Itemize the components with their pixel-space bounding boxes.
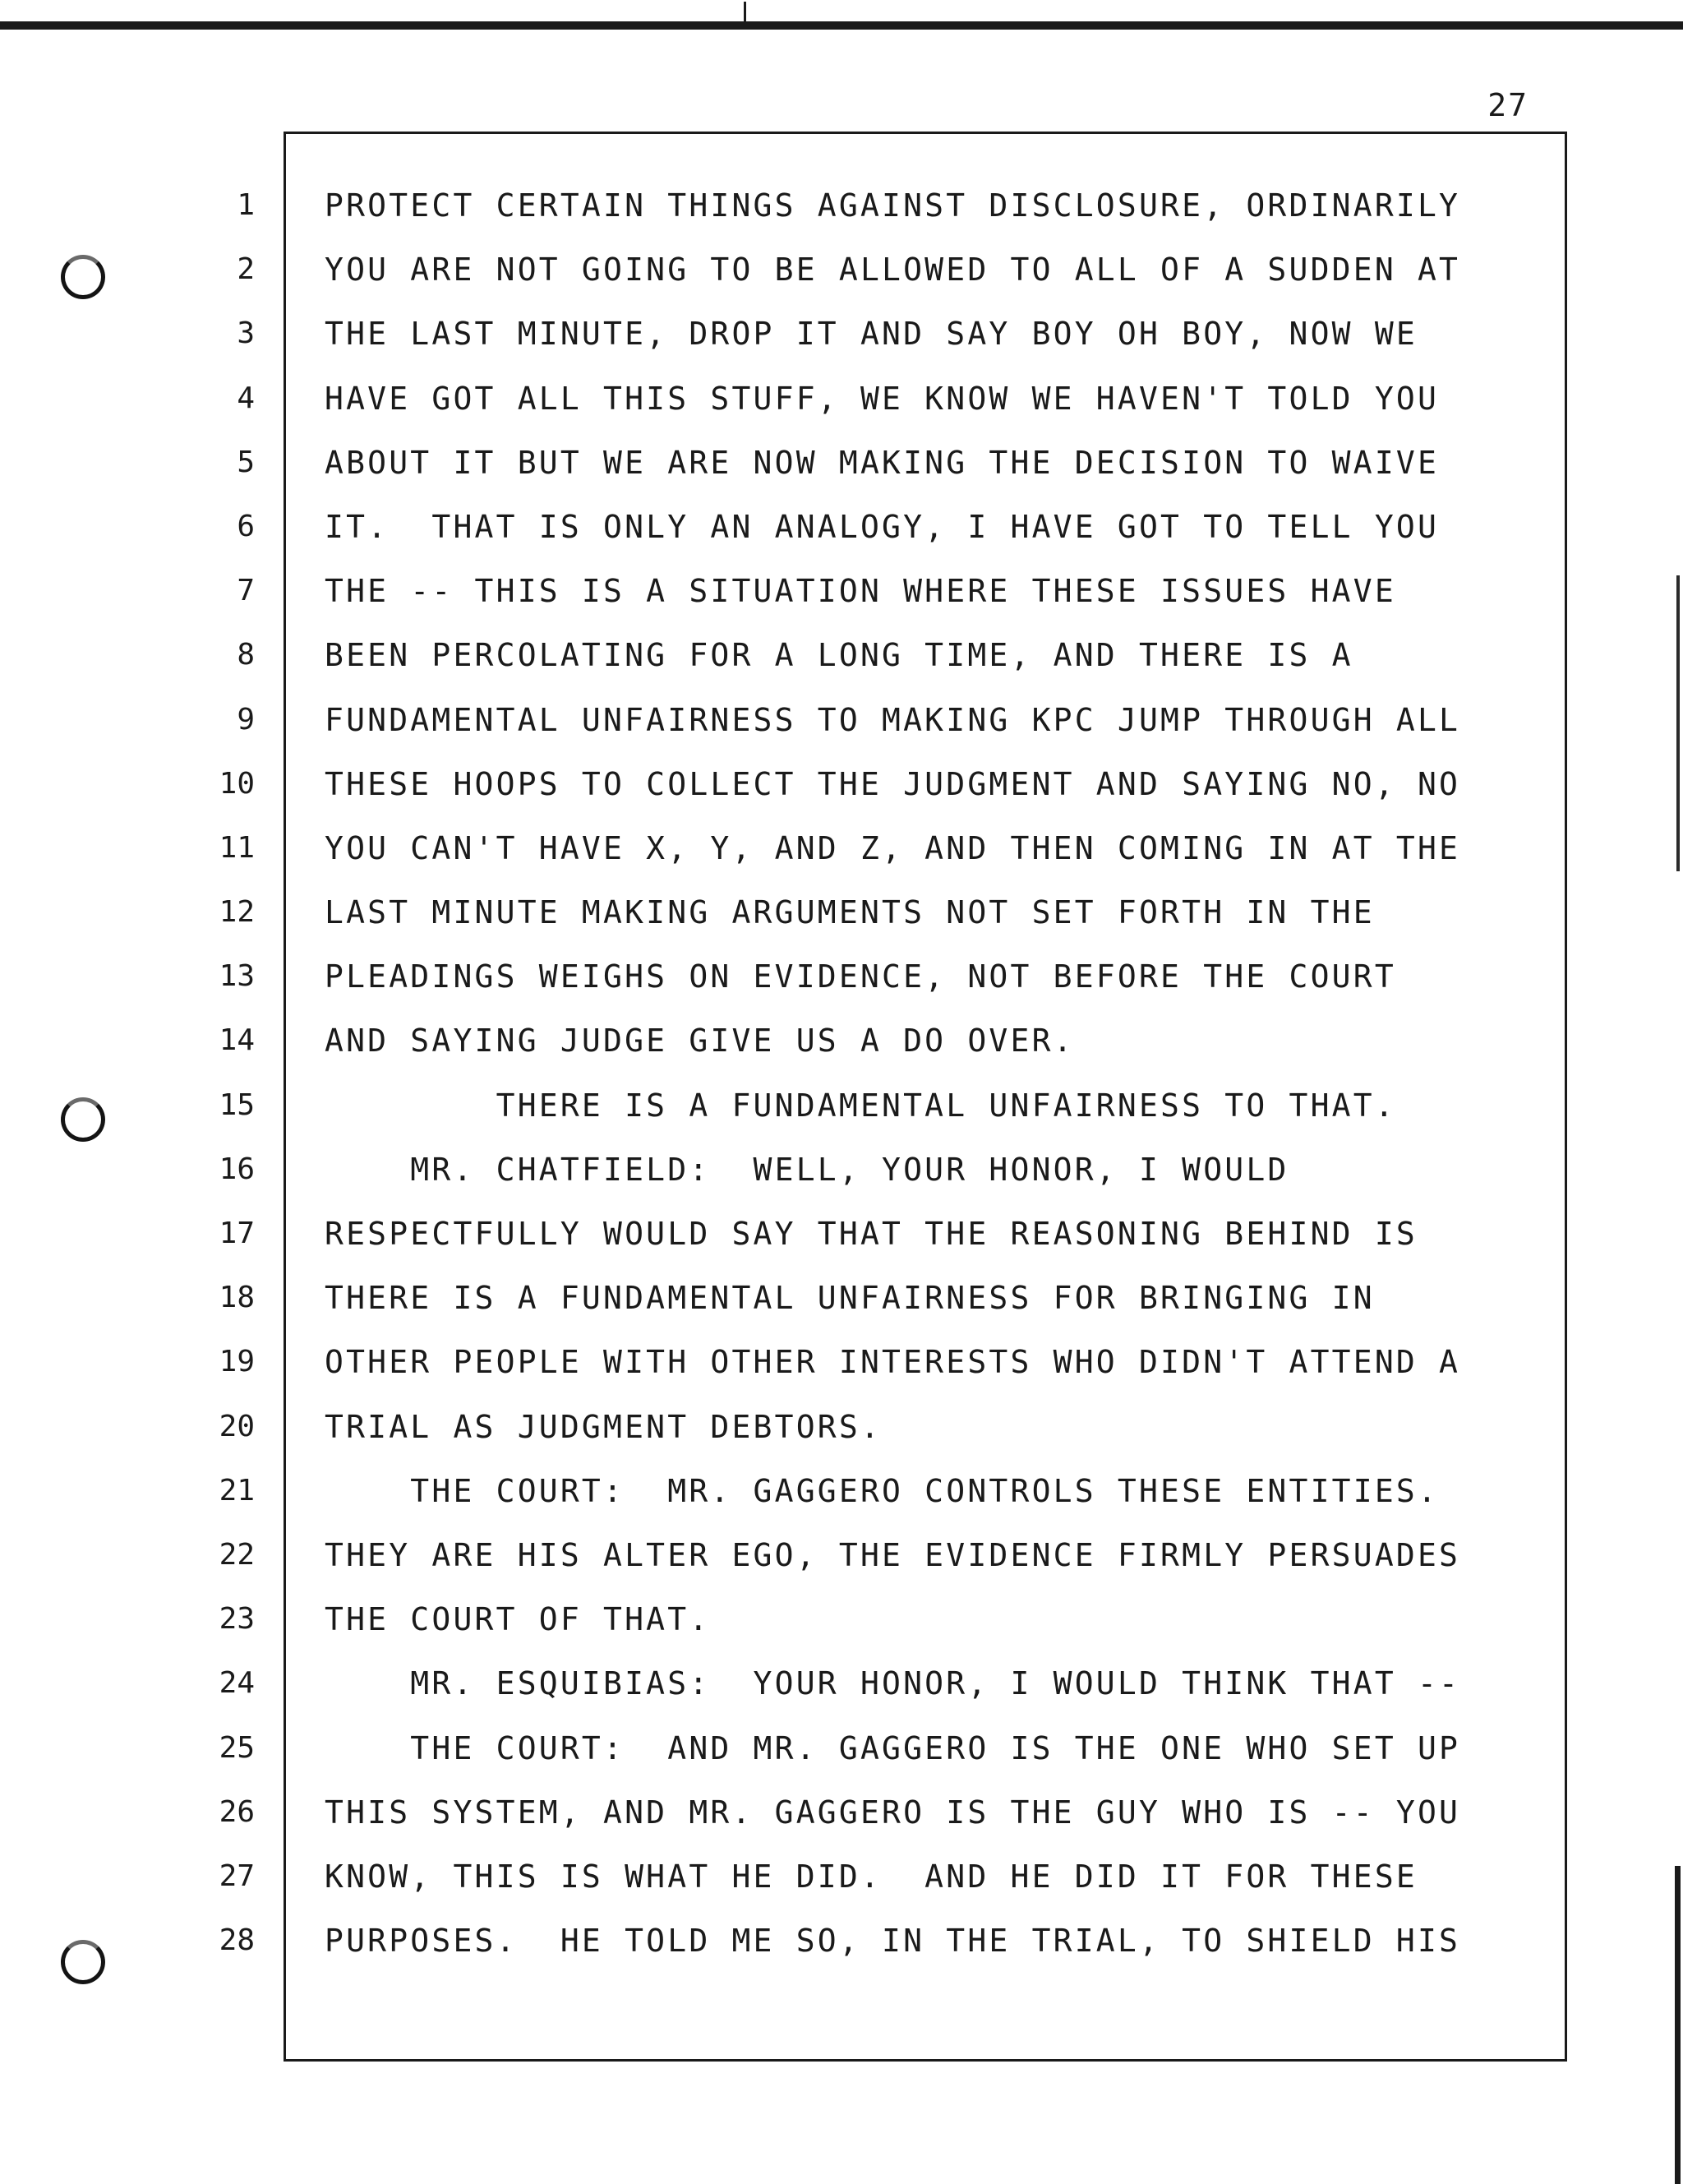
transcript-line: MR. CHATFIELD: WELL, YOUR HONOR, I WOULD: [325, 1151, 1289, 1188]
transcript-line: OTHER PEOPLE WITH OTHER INTERESTS WHO DIDN'T ATTEND A: [325, 1344, 1461, 1381]
line-number: 3: [237, 316, 255, 351]
transcript-line: PLEADINGS WEIGHS ON EVIDENCE, NOT BEFORE THE COURT: [325, 958, 1396, 995]
line-number: 5: [237, 445, 255, 479]
transcript-line: THE COURT: AND MR. GAGGERO IS THE ONE WHO SET UP: [325, 1729, 1461, 1766]
transcript-line: LAST MINUTE MAKING ARGUMENTS NOT SET FORTH IN THE: [325, 894, 1375, 931]
top-scan-rule: [0, 21, 1683, 30]
line-number: 4: [237, 381, 255, 415]
transcript-line: HAVE GOT ALL THIS STUFF, WE KNOW WE HAVEN'T TOLD YOU: [325, 380, 1440, 417]
right-scan-edge-lower: [1675, 1866, 1681, 2184]
transcript-line: THE -- THIS IS A SITUATION WHERE THESE ISSUES HAVE: [325, 573, 1396, 610]
transcript-line: TRIAL AS JUDGMENT DEBTORS.: [325, 1408, 883, 1445]
transcript-body: [325, 184, 1557, 1983]
transcript-line: PROTECT CERTAIN THINGS AGAINST DISCLOSURE, ORDINARILY: [325, 187, 1461, 224]
top-scan-tick: [744, 2, 746, 25]
transcript-line: THIS SYSTEM, AND MR. GAGGERO IS THE GUY WHO IS -- YOU: [325, 1794, 1461, 1831]
transcript-line: IT. THAT IS ONLY AN ANALOGY, I HAVE GOT TO TELL YOU: [325, 508, 1440, 545]
line-number: 2: [237, 252, 255, 287]
transcript-line: THE LAST MINUTE, DROP IT AND SAY BOY OH BOY, NOW WE: [325, 316, 1418, 353]
punch-hole-bottom: [61, 1940, 105, 1984]
line-number: 23: [219, 1602, 255, 1637]
line-number: 21: [219, 1473, 255, 1508]
line-number: 11: [219, 830, 255, 865]
transcript-line: PURPOSES. HE TOLD ME SO, IN THE TRIAL, TO SHIELD HIS: [325, 1923, 1461, 1960]
transcript-line: BEEN PERCOLATING FOR A LONG TIME, AND THERE IS A: [325, 637, 1353, 674]
line-number: 17: [219, 1217, 255, 1250]
line-number: 19: [219, 1345, 255, 1379]
line-number: 25: [219, 1730, 255, 1765]
page-number: 27: [1487, 87, 1529, 123]
line-number: 14: [219, 1023, 255, 1058]
transcript-line: KNOW, THIS IS WHAT HE DID. AND HE DID IT FOR THESE: [325, 1858, 1418, 1895]
transcript-line: ABOUT IT BUT WE ARE NOW MAKING THE DECISION TO WAIVE: [325, 444, 1440, 481]
transcript-line: THE COURT: MR. GAGGERO CONTROLS THESE ENTITIES.: [325, 1472, 1440, 1509]
line-number: 28: [219, 1923, 255, 1958]
line-number: 26: [219, 1794, 255, 1829]
line-number: 9: [237, 702, 255, 736]
punch-hole-top: [61, 255, 105, 299]
line-number: 20: [219, 1409, 255, 1443]
transcript-line: AND SAYING JUDGE GIVE US A DO OVER.: [325, 1023, 1075, 1060]
line-number: 1: [237, 188, 255, 222]
line-number: 24: [219, 1666, 255, 1701]
line-number: 12: [219, 895, 255, 930]
transcript-line: RESPECTFULLY WOULD SAY THAT THE REASONING BEHIND IS: [325, 1216, 1418, 1252]
line-number: 16: [219, 1152, 255, 1186]
line-number-column: [197, 184, 255, 1983]
right-scan-edge-upper: [1676, 575, 1680, 871]
transcript-line: THESE HOOPS TO COLLECT THE JUDGMENT AND SAYING NO, NO: [325, 765, 1461, 802]
transcript-line: THE COURT OF THAT.: [325, 1601, 711, 1638]
line-number: 13: [219, 959, 255, 994]
line-number: 7: [237, 574, 255, 608]
line-number: 6: [237, 509, 255, 543]
transcript-line: THERE IS A FUNDAMENTAL UNFAIRNESS TO THAT.: [325, 1087, 1396, 1124]
line-number: 18: [219, 1281, 255, 1315]
line-number: 8: [237, 638, 255, 672]
transcript-line: YOU CAN'T HAVE X, Y, AND Z, AND THEN COMING IN AT THE: [325, 829, 1461, 866]
line-number: 15: [219, 1087, 255, 1122]
transcript-line: THERE IS A FUNDAMENTAL UNFAIRNESS FOR BRINGING IN: [325, 1280, 1375, 1317]
line-number: 27: [219, 1858, 255, 1893]
transcript-line: FUNDAMENTAL UNFAIRNESS TO MAKING KPC JUMP THROUGH ALL: [325, 701, 1461, 738]
transcript-line: YOU ARE NOT GOING TO BE ALLOWED TO ALL OF A SUDDEN AT: [325, 252, 1461, 289]
line-number: 10: [219, 766, 255, 801]
punch-hole-middle: [61, 1097, 105, 1142]
line-number: 22: [219, 1537, 255, 1572]
transcript-line: THEY ARE HIS ALTER EGO, THE EVIDENCE FIRMLY PERSUADES: [325, 1536, 1461, 1573]
transcript-line: MR. ESQUIBIAS: YOUR HONOR, I WOULD THINK THAT --: [325, 1665, 1461, 1702]
